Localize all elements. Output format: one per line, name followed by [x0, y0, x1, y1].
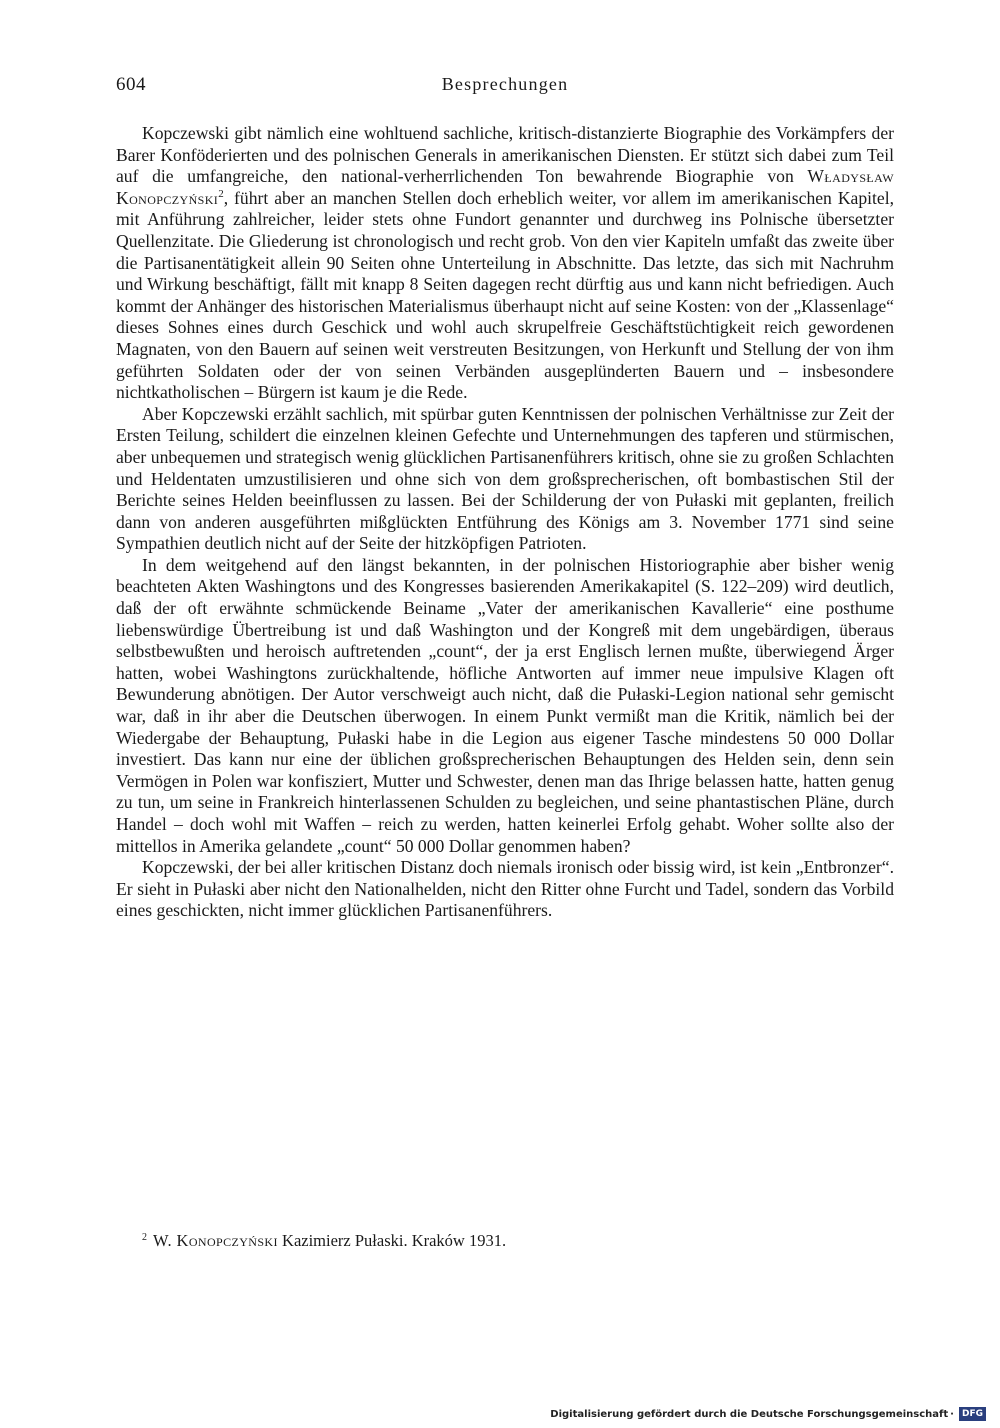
- page-number: 604: [116, 74, 146, 95]
- footnote-author: W. Konopczyński: [153, 1231, 278, 1250]
- page-header: [116, 74, 894, 104]
- paragraph-3: In dem weitgehend auf den längst bekannten, in der polnischen Historiographie aber bisher wenig beachteten Akten Washingtons und des Kongresses basierenden Amerikakapitel (S. 122–209) wird deutlich, daß der oft erwähnte schmückende Beiname „Vater der amerikanischen Kavallerie“ eine posthume liebenswürdige Übertreibung ist und daß Washington und der Kongreß mit dem ungebärdigen, überaus selbstbewußten und heroisch auftretenden „count“, der ja erst Englisch lernen mußte, überwiegend Ärger hatten, wobei Washingtons zurückhaltende, höfliche Antworten auf immer neue impulsive Klagen oft Bewunderung abnötigen. Der Autor verschweigt auch nicht, daß die Pułaski-Legion national sehr gemischt war, daß in ihr aber die Deutschen überwogen. In einem Punkt vermißt man die Kritik, nämlich bei der Wiedergabe der Behauptung, Pułaski habe in die Legion aus eigener Tasche mindestens 50 000 Dollar investiert. Das kann nur eine der üblichen großsprecherischen Behauptungen des Helden sein, denn sein Vermögen in Polen war konfisziert, Mutter und Schwester, denen man das Ihrige belassen hatte, hatten genug zu tun, um seine in Frankreich hinterlassenen Schulden zu begleichen, und seine phantastischen Pläne, durch Handel – doch wohl mit Waffen – reich zu werden, hatten keinerlei Erfolg gehabt. Woher sollte also der mittellos in Amerika gelandete „count“ 50 000 Dollar genommen haben?: [116, 554, 894, 856]
- dfg-logo-icon: DFG: [959, 1407, 986, 1421]
- review-body: [116, 123, 894, 922]
- paragraph-1-text-before: Kopczewski gibt nämlich eine wohltuend sachliche, kritisch-distanzierte Biographie des Vorkämpfers der Barer Konföderierten und des polnischen Generals in amerikanischen Diensten. Er stützt sich dabei zum Teil auf die umfangreiche, den national-verherrlichenden Ton bewahrende Biographie von: [116, 123, 894, 187]
- paragraph-1: [116, 123, 894, 404]
- footnote: [142, 1230, 842, 1251]
- paragraph-1-text-after: , führt aber an manchen Stellen doch erheblich weiter, vor allem im amerikanischen Kapitel, mit Anführung zahlreicher, leider stets ohne Fundort genannter und durchweg ins Polnische übersetzter Quellenzitate. Die Gliederung ist chronologisch und recht grob. Von den vier Kapiteln umfaßt das zweite über die Partisanentätigkeit allein 90 Seiten ohne Unterteilung in Abschnitte. Das letzte, das sich mit Nachruhm und Wirkung beschäftigt, fällt mit knapp 8 Seiten dagegen recht dürftig aus und kann nicht befriedigen. Auch kommt der Anhänger des historischen Materialismus überhaupt nicht auf seine Kosten: von der „Klassenlage“ dieses Sohnes eines durch Geschick und wohl auch skrupelfreie Geschäftstüchtigkeit reich gewordenen Magnaten, von den Bauern auf seinen weit verstreuten Besitzungen, von Herkunft und Stellung der von ihm geführten Soldaten oder der von seinen Verbänden ausgeplünderten Bauern und – insbesondere nichtkatholischen – Bürgern ist kaum je die Rede.: [116, 187, 894, 403]
- paragraph-2: Aber Kopczewski erzählt sachlich, mit spürbar guten Kenntnissen der polnischen Verhältnisse zur Zeit der Ersten Teilung, schildert die einzelnen kleinen Gefechte und Unternehmungen des tapferen und stürmischen, aber unbequemen und strategisch wenig glücklichen Partisanenführers kritisch, ohne sie zu großen Schlachten und Heldentaten umzustilisieren und ohne sich von dem großsprecherischen, oft bombastischen Stil der Berichte seines Helden beeinflussen zu lassen. Bei der Schilderung der von Pułaski mit geplanten, freilich dann von anderen ausgeführten mißglückten Entführung des Königs am 3. November 1771 sind seine Sympathien deutlich nicht auf der Seite der hitzköpfigen Patrioten.: [116, 403, 894, 554]
- footnote-marker: 2: [142, 1231, 147, 1243]
- author-name-konopczynski: Władysław Konopczyński: [116, 166, 894, 208]
- dfg-banner-text: Digitalisierung gefördert durch die Deutsche Forschungsgemeinschaft: [550, 1408, 949, 1420]
- running-head: Besprechungen: [441, 74, 569, 94]
- footnote-text: Kazimierz Pułaski. Kraków 1931.: [277, 1231, 507, 1250]
- footnote-reference: 2: [218, 187, 224, 200]
- paragraph-4: Kopczewski, der bei aller kritischen Distanz doch niemals ironisch oder bissig wird, ist kein „Entbronzer“. Er sieht in Pułaski aber nicht den Nationalhelden, nicht den Ritter ohne Furcht und Tadel, sondern das Vorbild eines geschickten, nicht immer glücklichen Partisanenführers.: [116, 857, 894, 921]
- dfg-funding-banner: Digitalisierung gefördert durch die Deutsche Forschungsgemeinschaft · DFG: [550, 1406, 986, 1422]
